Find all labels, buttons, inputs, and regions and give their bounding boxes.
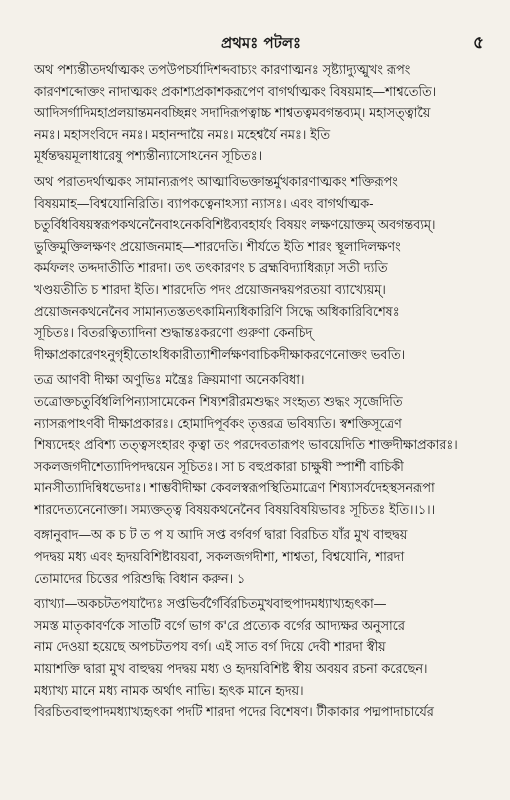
text-line: দীক্ষাপ্রকারেণঽনুগৃহীতোঽধিকারীত্যাশীর্লক্ষণবাচিকদীক্ষাকরণেনোক্তং ভবতি। xyxy=(34,347,406,363)
text-line: ন্যাসরূপাঽণবী দীক্ষাপ্রকারঃ। হোমাদিপূর্বকং তৃত্তরত্র ভবিষ্যতি। স্বশক্তিসূত্রেণ xyxy=(34,416,402,432)
text-line: ভুক্তিমুক্তিলক্ষণং প্রয়োজনমাহ—শারদেতি। শীর্যতে ইতি শারং স্থূলাদিলক্ষণং xyxy=(34,239,401,255)
text-line: শিষ্যদেহং প্রবিশ্য তত্ত্বসংহারং কৃত্বা তং পরদেবতারূপং ভাবয়েদিতি শাক্তদীক্ষাপ্রকারঃ। xyxy=(34,438,458,454)
text-line: কারণশব্দোক্তং নাদাত্মকং প্রকাশ্যপ্রকাশকরূপেণ বাগর্থাত্মকং বিষয়মাহ—শাশ্বতেতি। xyxy=(34,84,437,100)
text-line: তত্র আণবী দীক্ষা অণুভিঃ মন্ত্রৈঃ ক্রিয়মাণা অনেকবিধা। xyxy=(34,373,305,389)
text-line: চতুর্বিধবিষয়স্বরূপকথনেনৈবাঽনেকবিশিষ্টব্যবহার্যং বিষয়ং লক্ষণয়োক্তম্‌ অবগন্তব্যম্‌। xyxy=(34,218,436,234)
text-line: মূর্ধন্তদ্বয়মূলাধারেষু পশ্যন্তীন্যাসোঽনেন সূচিতঃ। xyxy=(34,149,262,165)
translation-paragraph xyxy=(34,525,488,590)
chapter-title: প্রথমঃ পটলঃ xyxy=(221,34,301,52)
text-line: মানসীত্যাদিন্বিধভেদাঃ। শাম্ভবীদীক্ষা কেবলস্বরূপস্থিতিমাত্রেণ শিষ্যাসর্বদেহস্থসনরূপা xyxy=(34,481,435,497)
sanskrit-paragraph xyxy=(34,60,488,168)
text-line: নমঃ। মহাসংবিদে নমঃ। মহানন্দায়ৈ নমঃ। মহেশ্বর্যৈ নমঃ। ইতি xyxy=(34,127,330,143)
translation-paragraph xyxy=(34,594,488,724)
text-line: শারদেত্যনেনোক্তা। সম্যক্তত্ত্ব বিষয়কথনেনৈব বিষয়বিষয়িভাবঃ সূচিতঃ ইতি।।১।। xyxy=(34,502,435,518)
page-number: ৫ xyxy=(472,33,484,53)
page-header xyxy=(34,32,488,54)
text-line: বিরচিতবাহুপাদমধ্যাখ্যহৃৎকা পদটি শারদা পদের বিশেষণ। টীকাকার পদ্মপাদাচার্যের xyxy=(34,705,434,721)
text-line: আদিসর্গাদিমহাপ্রলয়ান্তমনবচ্ছিন্নং সদাদিরূপত্বাচ্চ শাশ্বতত্বমবগন্তব্যম্‌। মহাসত্ত্বায়ৈ xyxy=(34,106,431,122)
text-line: পদদ্বয় মধ্য এবং হৃদয়বিশিষ্টাবয়বা, সকলজগদীশা, শাশ্বতা, বিশ্বযোনি, শারদা xyxy=(34,550,405,566)
text-line: অথ পশ্যন্তীতদর্থাত্মকং তপউপচর্যাদিশব্দবাচ্যং কারণাত্মনঃ সৃষ্ট্যাদ্যুত্মুখং রূপং xyxy=(34,63,411,78)
text-line: অথ পরাতদর্থাত্মকং সামান্যরূপং আত্মাবিভক্তান্তর্মুখকারণাত্মকং শক্তিরূপং xyxy=(34,174,398,190)
text-line: প্রয়োজনকথনেনৈব সামান্যতস্ততৎকামিন্যধিকারিণি সিদ্ধে অধিকারিবিশেষঃ xyxy=(34,304,400,320)
page-body xyxy=(34,60,488,724)
sanskrit-paragraph xyxy=(34,370,488,521)
text-line: সূচিতঃ। বিতরত্বিত্যাদিনা শুদ্ধান্তঃকরণো গুরুণা কেনচিদ্‌ xyxy=(34,326,313,342)
text-line: সকলজগদীশেত্যাদিপদদ্বয়েন সূচিতঃ। সা চ বহুপ্রকারা চাক্ষুষী স্পার্শী বাচিকী xyxy=(34,459,404,475)
text-line: সমস্ত মাতৃকাবর্ণকে সাতটি বর্গে ভাগ ক'রে প্রত্যেক বর্গের আদ্যক্ষর অনুসারে xyxy=(34,618,405,634)
text-line: তোমাদের চিত্তের পরিশুদ্ধি বিধান করুন। ১ xyxy=(34,571,246,587)
text-line: বঙ্গানুবাদ—অ ক চ ট ত প য আদি সপ্ত বর্গবর্গ দ্বারা বিরচিত যাঁর মুখ বাহুদ্বয় xyxy=(34,528,408,544)
text-line: মায়াশক্তি দ্বারা মুখ বাহুদ্বয় পদদ্বয় মধ্য ও হৃদয়বিশিষ্ট স্বীয় অবয়ব রচনা করেছেন। xyxy=(34,662,428,678)
text-line: ব্যাখ্যা—অকচটতপযাদ্যৈঃ সপ্তভির্বর্গৈর্বিরচিতমুখবাহুপাদমধ্যাখ্যহৃৎকা— xyxy=(34,597,387,613)
text-line: মধ্যাখ্য মানে মধ্য নামক অর্থাৎ নাভি। হৃৎক মানে হৃদয়। xyxy=(34,683,304,699)
text-line: খণ্ডয়তীতি চ শারদা ইতি। শারদেতি পদং প্রয়োজনদ্বয়পরতয়া ব্যাখ্যেয়ম্‌। xyxy=(34,282,386,298)
text-line: নাম দেওয়া হয়েছে অপচটতপয বর্গ। এই সাত বর্গ দিয়ে দেবী শারদা স্বীয় xyxy=(34,640,386,656)
text-line: বিষয়মাহ—বিশ্বযোনিরিতি। ব্যাপকত্বেনাঽস্যা ন্যাসঃ। এবং বাগর্থাত্মক- xyxy=(34,196,374,212)
sanskrit-paragraph xyxy=(34,172,488,366)
text-line: তত্রোক্তচতুর্বিধলিপিন্যাসামেকেন শিষ্যশরীরমশুদ্ধং সংহৃত্য শুদ্ধং সৃজেদিতি xyxy=(34,394,403,410)
text-line: কর্মফলং তদ্দদাতীতি শারদা। তৎ তৎকারণং চ ব্রহ্মবিদ্যাধিরূঢ়া সতী দ্যতি xyxy=(34,261,388,277)
